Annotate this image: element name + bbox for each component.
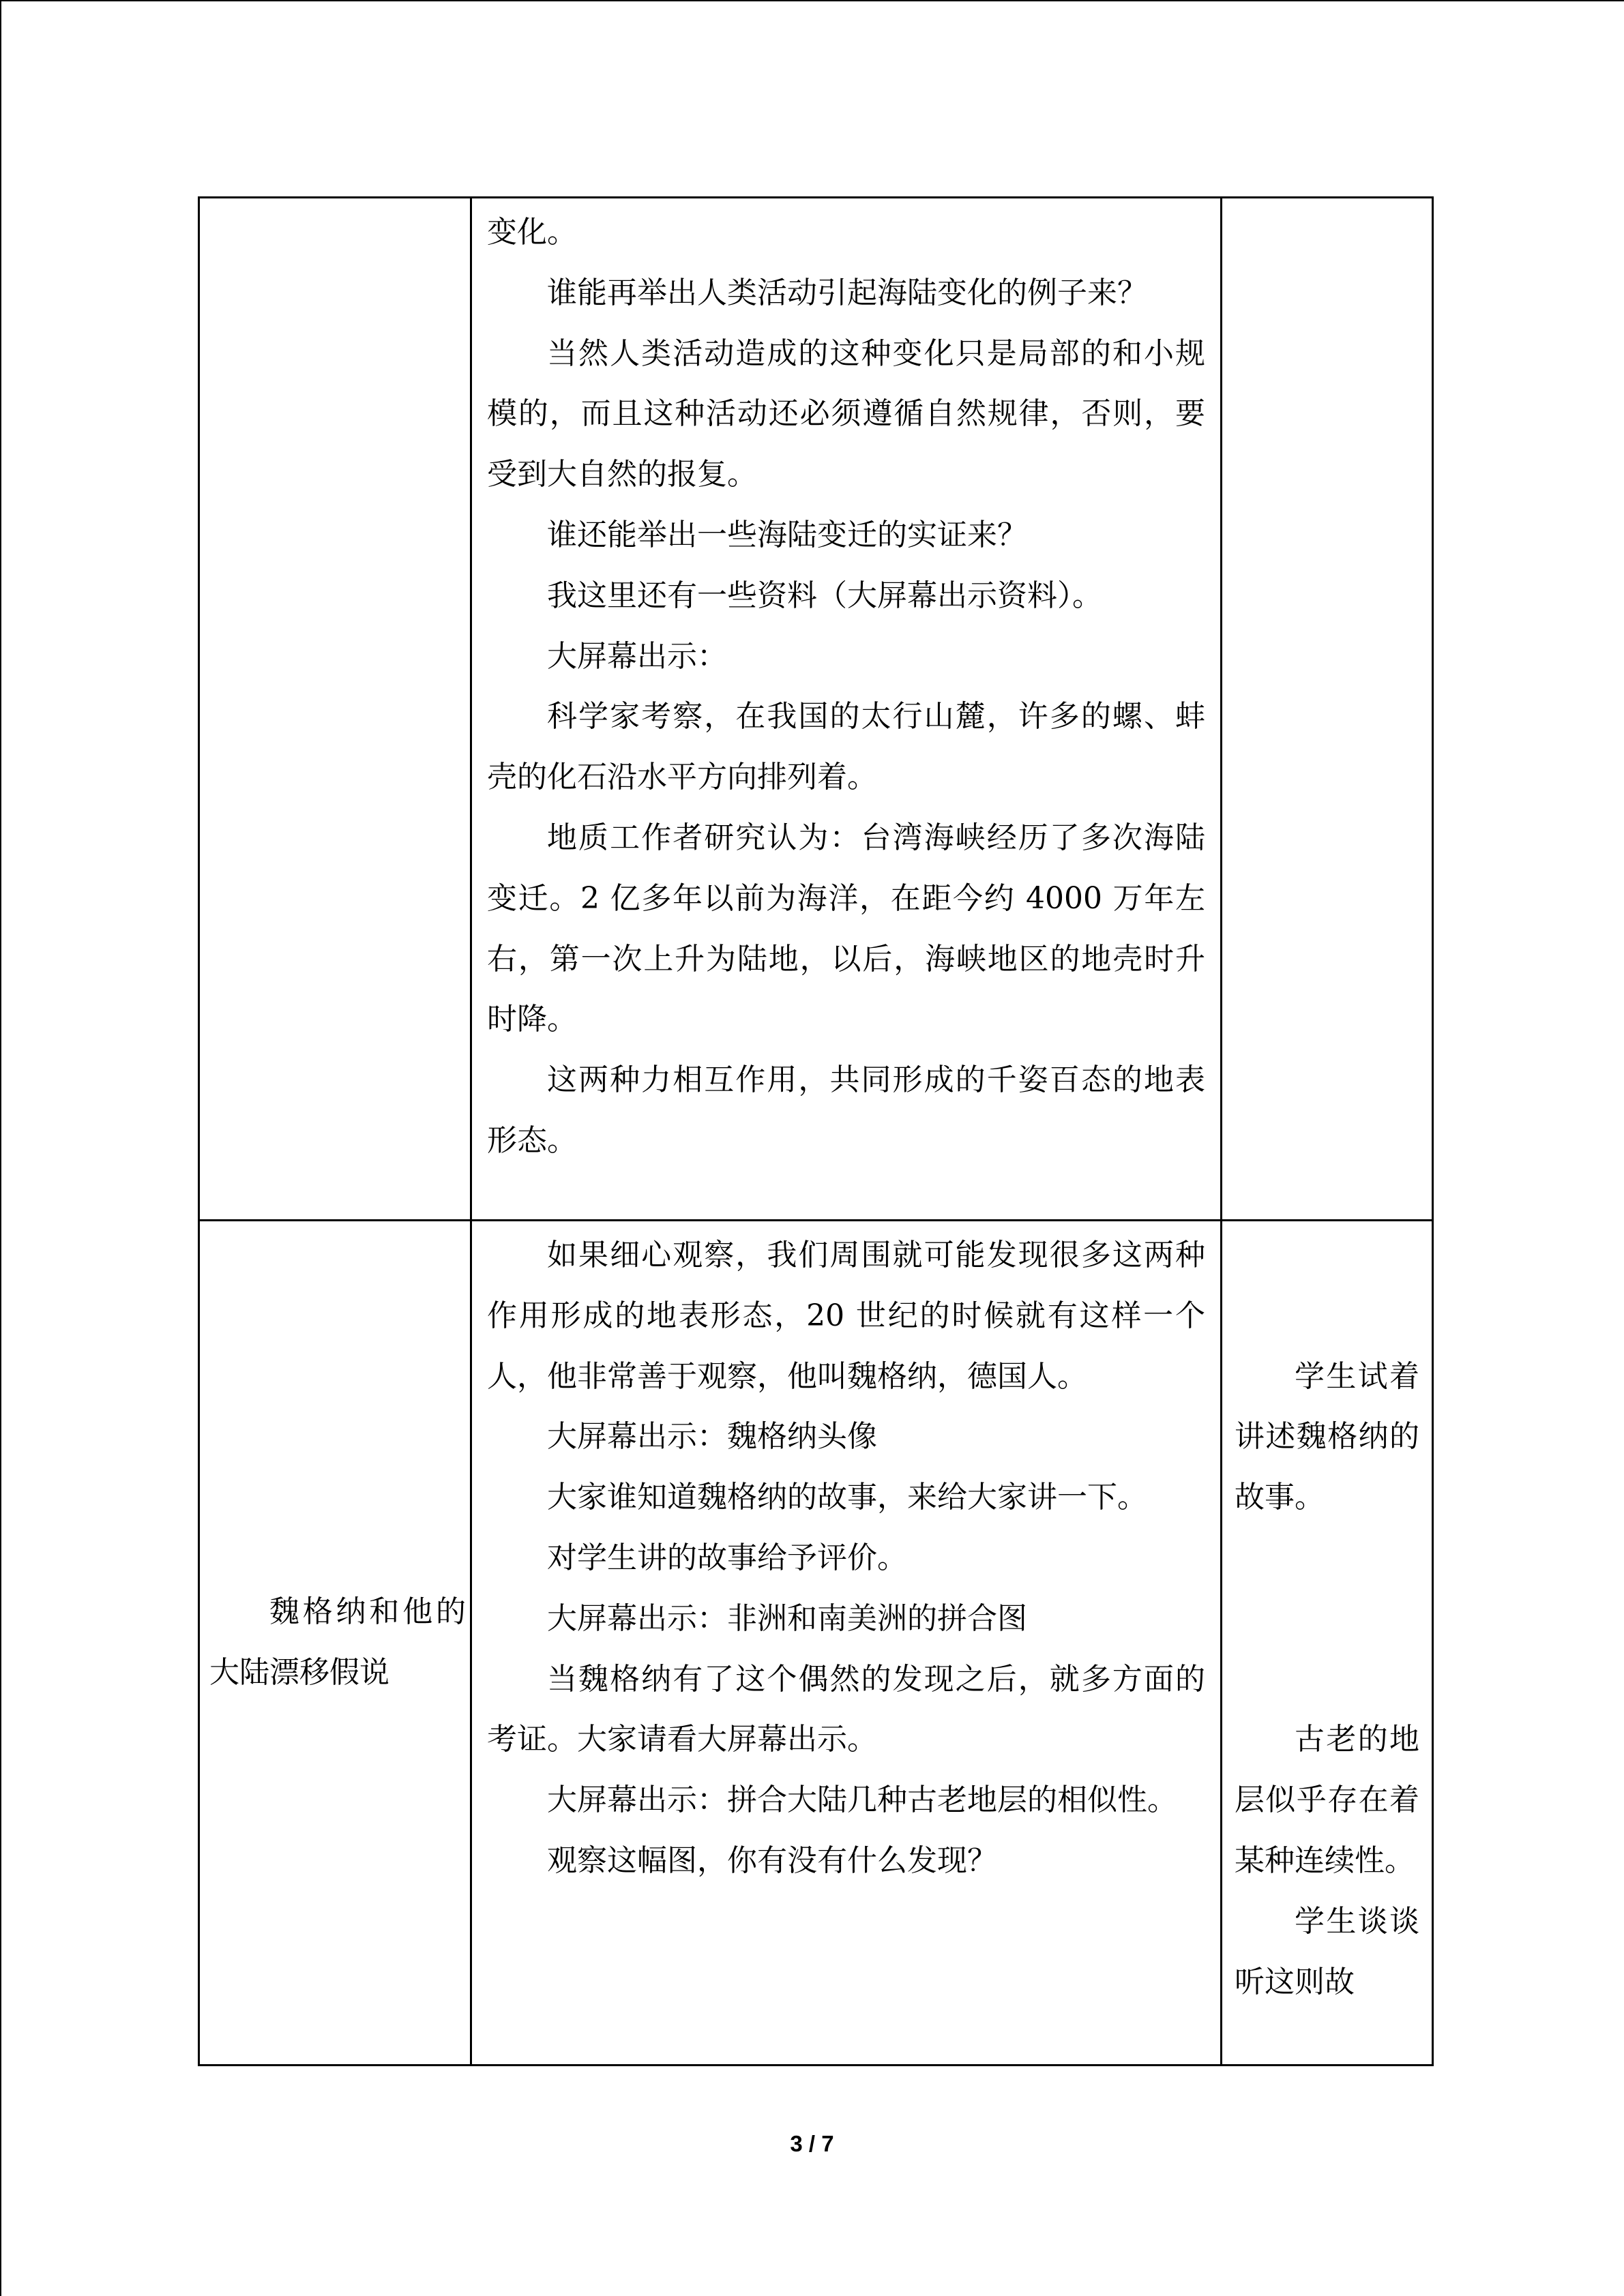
blank-line [1235, 1225, 1419, 1286]
student-activity-cell [1222, 1221, 1433, 2066]
teacher-activity-cell [471, 1221, 1222, 2066]
paragraph: 地质工作者研究认为：台湾海峡经历了多次海陆变迁。2 亿多年以前为海洋，在距今约 4000 万年左右，第一次上升为陆地，以后，海峡地区的地壳时升时降。 [487, 820, 1205, 1037]
paragraph: 学生试着讲述魏格纳的故事。 [1235, 1358, 1419, 1515]
paragraph: 古老的地层似乎存在着某种连续性。 [1235, 1722, 1419, 1878]
table-row [199, 1221, 1433, 2066]
page-number: 3 / 7 [790, 2131, 834, 2156]
paragraph: 观察这幅图，你有没有什么发现？ [547, 1843, 997, 1878]
table-row [199, 198, 1433, 1221]
paragraph: 谁能再举出人类活动引起海陆变化的例子来？ [547, 275, 1147, 310]
student-activity-cell [1222, 198, 1433, 1221]
paragraph: 这两种力相互作用，共同形成的千姿百态的地表形态。 [487, 1062, 1205, 1158]
paragraph: 大屏幕出示：拼合大陆几种古老地层的相似性。 [547, 1783, 1177, 1818]
paragraph: 谁还能举出一些海陆变迁的实证来？ [547, 517, 1027, 552]
paragraph: 我这里还有一些资料（大屏幕出示资料）。 [547, 578, 1102, 613]
paragraph: 变化。 [487, 215, 577, 250]
paragraph: 大屏幕出示：魏格纳头像 [547, 1419, 877, 1455]
blank-line [1235, 1650, 1419, 1710]
paragraph: 大屏幕出示： [547, 638, 727, 674]
paragraph: 如果细心观察，我们周围就可能发现很多这两种作用形成的地表形态，20 世纪的时候就有这样一个人，他非常善于观察，他叫魏格纳，德国人。 [487, 1238, 1205, 1394]
paragraph: 大屏幕出示：非洲和南美洲的拼合图 [547, 1600, 1027, 1636]
topic-label: 魏格纳和他的大陆漂移假说 [209, 1594, 466, 1690]
lesson-plan-table [198, 196, 1434, 2066]
teacher-activity-cell [471, 198, 1222, 1221]
paragraph: 大家谁知道魏格纳的故事，来给大家讲一下。 [547, 1480, 1147, 1515]
blank-line [1235, 1286, 1419, 1347]
paragraph: 当然人类活动造成的这种变化只是局部的和小规模的，而且这种活动还必须遵循自然规律，否则，要受到大自然的报复。 [487, 336, 1205, 492]
topic-cell [199, 198, 471, 1221]
paragraph: 当魏格纳有了这个偶然的发现之后，就多方面的考证。大家请看大屏幕出示。 [487, 1661, 1205, 1757]
topic-cell [199, 1221, 471, 2066]
paragraph: 科学家考察，在我国的太行山麓，许多的螺、蚌壳的化石沿水平方向排列着。 [487, 699, 1205, 795]
blank-line [1235, 1589, 1419, 1650]
paragraph: 对学生讲的故事给予评价。 [547, 1540, 907, 1575]
blank-line [1235, 1528, 1419, 1589]
paragraph: 学生谈谈听这则故 [1235, 1903, 1419, 1999]
